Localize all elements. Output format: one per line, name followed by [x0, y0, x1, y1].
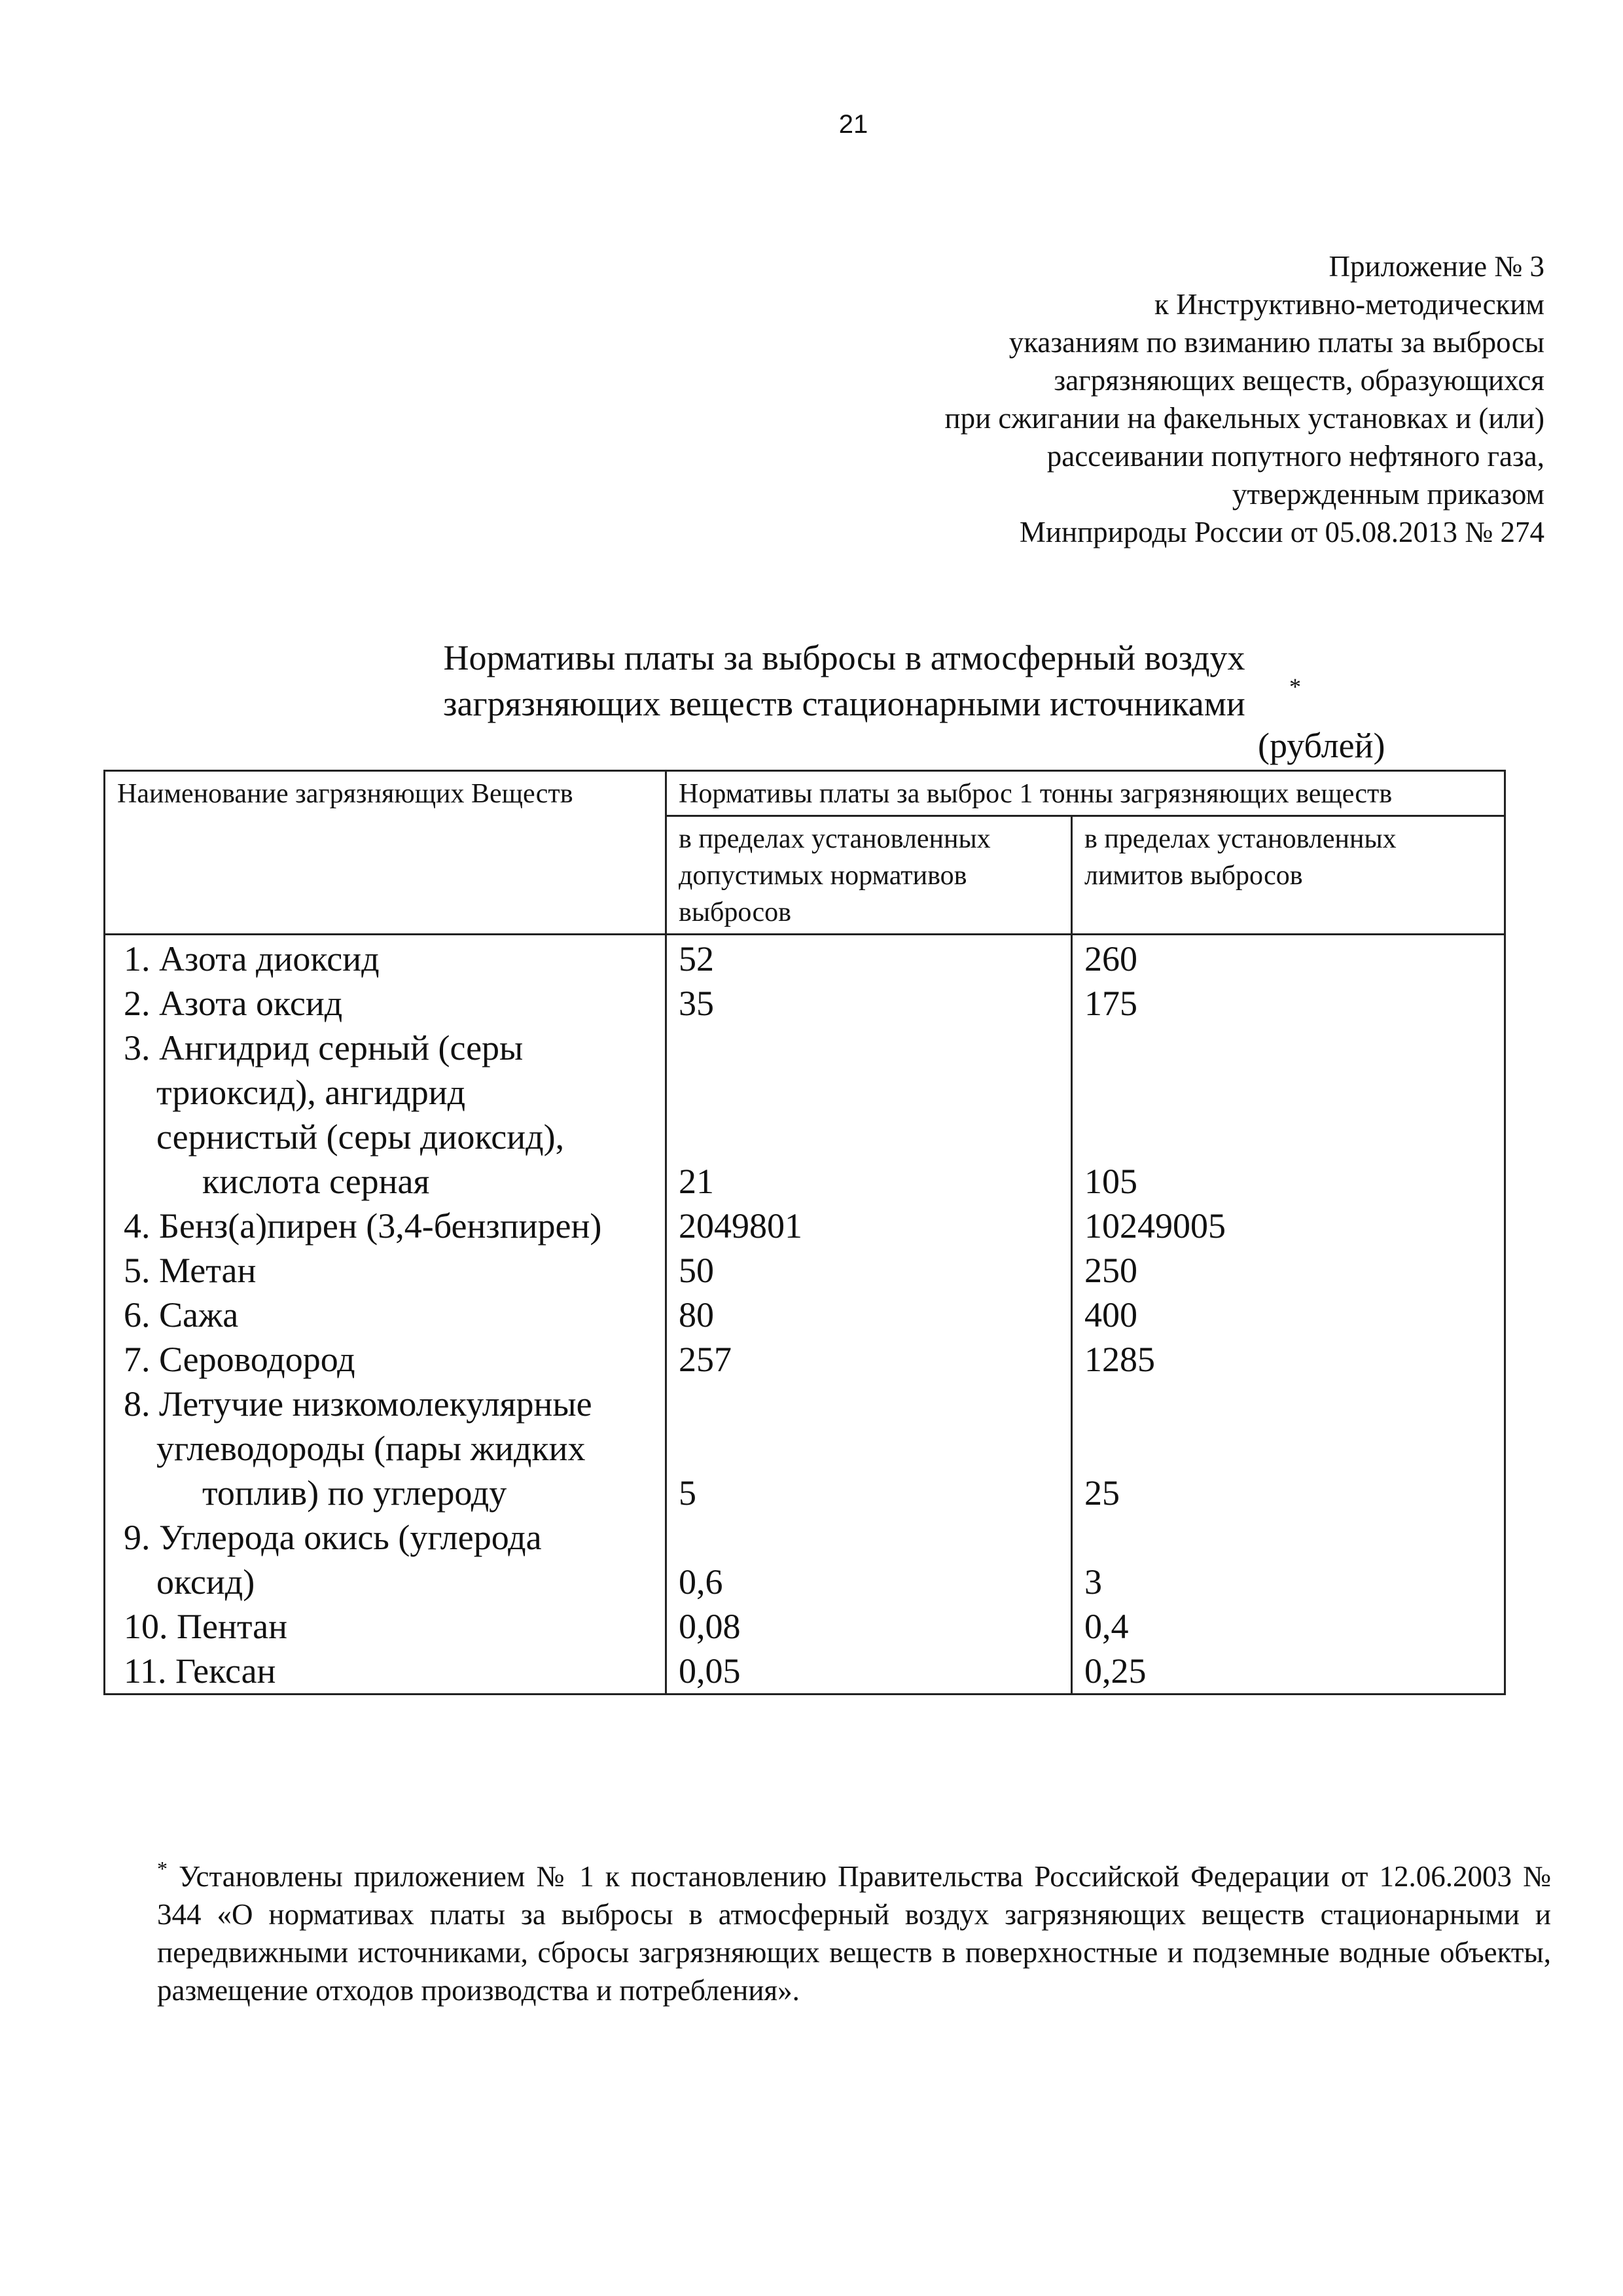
table-row — [105, 1026, 1505, 1204]
substance-name-line: кислота серная — [202, 1162, 430, 1201]
substance-name — [105, 1293, 666, 1337]
table-row — [105, 1649, 1505, 1695]
appendix-line: загрязняющих веществ, образующихся — [1054, 364, 1544, 397]
substance-name — [105, 981, 666, 1026]
rate-within-limits: 175 — [1072, 981, 1505, 1026]
document-title — [393, 635, 1296, 726]
substance-name — [105, 1204, 666, 1248]
rate-within-norms: 257 — [666, 1337, 1072, 1382]
unit-label: (рублей) — [1258, 726, 1385, 765]
appendix-reference — [628, 247, 1544, 551]
rate-within-limits: 250 — [1072, 1248, 1505, 1293]
header-substance-name: Наименование загрязняющих Веществ — [105, 771, 666, 935]
substance-name-line: 9. Углерода окись (углерода — [124, 1518, 542, 1557]
header-within-norms: в пределах установленных допустимых нормативов выбросов — [666, 816, 1072, 935]
rate-within-norms: 80 — [666, 1293, 1072, 1337]
substance-name-line: 4. Бенз(а)пирен (3,4-бензпирен) — [124, 1206, 602, 1246]
substance-name-line: 6. Сажа — [124, 1295, 239, 1335]
substance-name-line: триоксид), ангидрид — [156, 1073, 466, 1112]
table-row — [105, 1382, 1505, 1515]
appendix-line: указаниям по взиманию платы за выбросы — [1008, 326, 1544, 359]
header-within-limits: в пределах установленных лимитов выбросов — [1072, 816, 1505, 935]
rate-within-norms: 0,05 — [666, 1649, 1072, 1695]
appendix-line: утвержденным приказом — [1232, 478, 1544, 511]
rate-within-norms: 21 — [666, 1026, 1072, 1204]
appendix-line: Приложение № 3 — [1329, 250, 1544, 283]
table-row — [105, 935, 1505, 982]
rate-within-norms: 0,08 — [666, 1604, 1072, 1649]
rate-within-norms: 52 — [666, 935, 1072, 982]
substance-name-line: топлив) по углероду — [202, 1473, 507, 1513]
substance-name — [105, 1382, 666, 1515]
rate-within-norms: 35 — [666, 981, 1072, 1026]
substance-name — [105, 1337, 666, 1382]
substance-name-line: 2. Азота оксид — [124, 984, 343, 1023]
table-row — [105, 1515, 1505, 1604]
substance-name-line: 3. Ангидрид серный (серы — [124, 1028, 524, 1067]
table-row — [105, 1604, 1505, 1649]
rate-within-norms: 2049801 — [666, 1204, 1072, 1248]
substance-name — [105, 1604, 666, 1649]
rate-within-limits: 400 — [1072, 1293, 1505, 1337]
appendix-line: к Инструктивно-методическим — [1154, 288, 1544, 321]
rate-within-limits: 25 — [1072, 1382, 1505, 1515]
rate-within-limits: 1285 — [1072, 1337, 1505, 1382]
rate-within-norms: 0,6 — [666, 1515, 1072, 1604]
emission-rates-table — [103, 770, 1506, 1695]
substance-name — [105, 1515, 666, 1604]
title-line: загрязняющих веществ стационарными источниками — [443, 684, 1245, 723]
table-body — [105, 935, 1505, 1695]
substance-name — [105, 1649, 666, 1695]
rate-within-limits: 105 — [1072, 1026, 1505, 1204]
title-line: Нормативы платы за выбросы в атмосферный воздух — [443, 638, 1245, 677]
rate-within-norms: 5 — [666, 1382, 1072, 1515]
appendix-line: при сжигании на факельных установках и (или) — [944, 402, 1544, 435]
page-number: 21 — [838, 110, 868, 139]
rate-within-limits: 260 — [1072, 935, 1505, 982]
substance-name-line: сернистый (серы диоксид), — [156, 1117, 565, 1157]
substance-name-line: 1. Азота диоксид — [124, 939, 380, 978]
rate-within-limits: 10249005 — [1072, 1204, 1505, 1248]
substance-name-line: 11. Гексан — [124, 1651, 276, 1691]
rate-within-limits: 0,25 — [1072, 1649, 1505, 1695]
table-row — [105, 1204, 1505, 1248]
table-row — [105, 1248, 1505, 1293]
table-row — [105, 1293, 1505, 1337]
substance-name — [105, 1248, 666, 1293]
substance-name-line: 7. Сероводород — [124, 1340, 355, 1379]
appendix-line: Минприроды России от 05.08.2013 № 274 — [1019, 516, 1544, 548]
header-rate-group: Нормативы платы за выброс 1 тонны загрязняющих веществ — [666, 771, 1505, 816]
substance-name-line: 8. Летучие низкомолекулярные — [124, 1384, 592, 1424]
table-row — [105, 981, 1505, 1026]
substance-name-line: оксид) — [156, 1562, 255, 1602]
footnote — [157, 1857, 1551, 2009]
substance-name — [105, 935, 666, 982]
substance-name — [105, 1026, 666, 1204]
rate-within-norms: 50 — [666, 1248, 1072, 1293]
rate-within-limits: 3 — [1072, 1515, 1505, 1604]
footnote-marker: * — [157, 1857, 168, 1880]
substance-name-line: углеводороды (пары жидких — [156, 1429, 586, 1468]
title-footnote-marker: * — [1289, 673, 1301, 700]
table-row — [105, 1337, 1505, 1382]
substance-name-line: 5. Метан — [124, 1251, 257, 1290]
appendix-line: рассеивании попутного нефтяного газа, — [1046, 440, 1544, 473]
footnote-text: Установлены приложением № 1 к постановлению Правительства Российской Федерации от 12.06.2003 № 344 «О нормативах платы за выбросы в атмосферный воздух загрязняющих веществ стационарными и передвижными источниками, сбросы загрязняющих веществ в поверхностные и подземные водные объекты, размещение отходов производства и потребления». — [157, 1860, 1551, 2007]
substance-name-line: 10. Пентан — [124, 1607, 287, 1646]
rate-within-limits: 0,4 — [1072, 1604, 1505, 1649]
